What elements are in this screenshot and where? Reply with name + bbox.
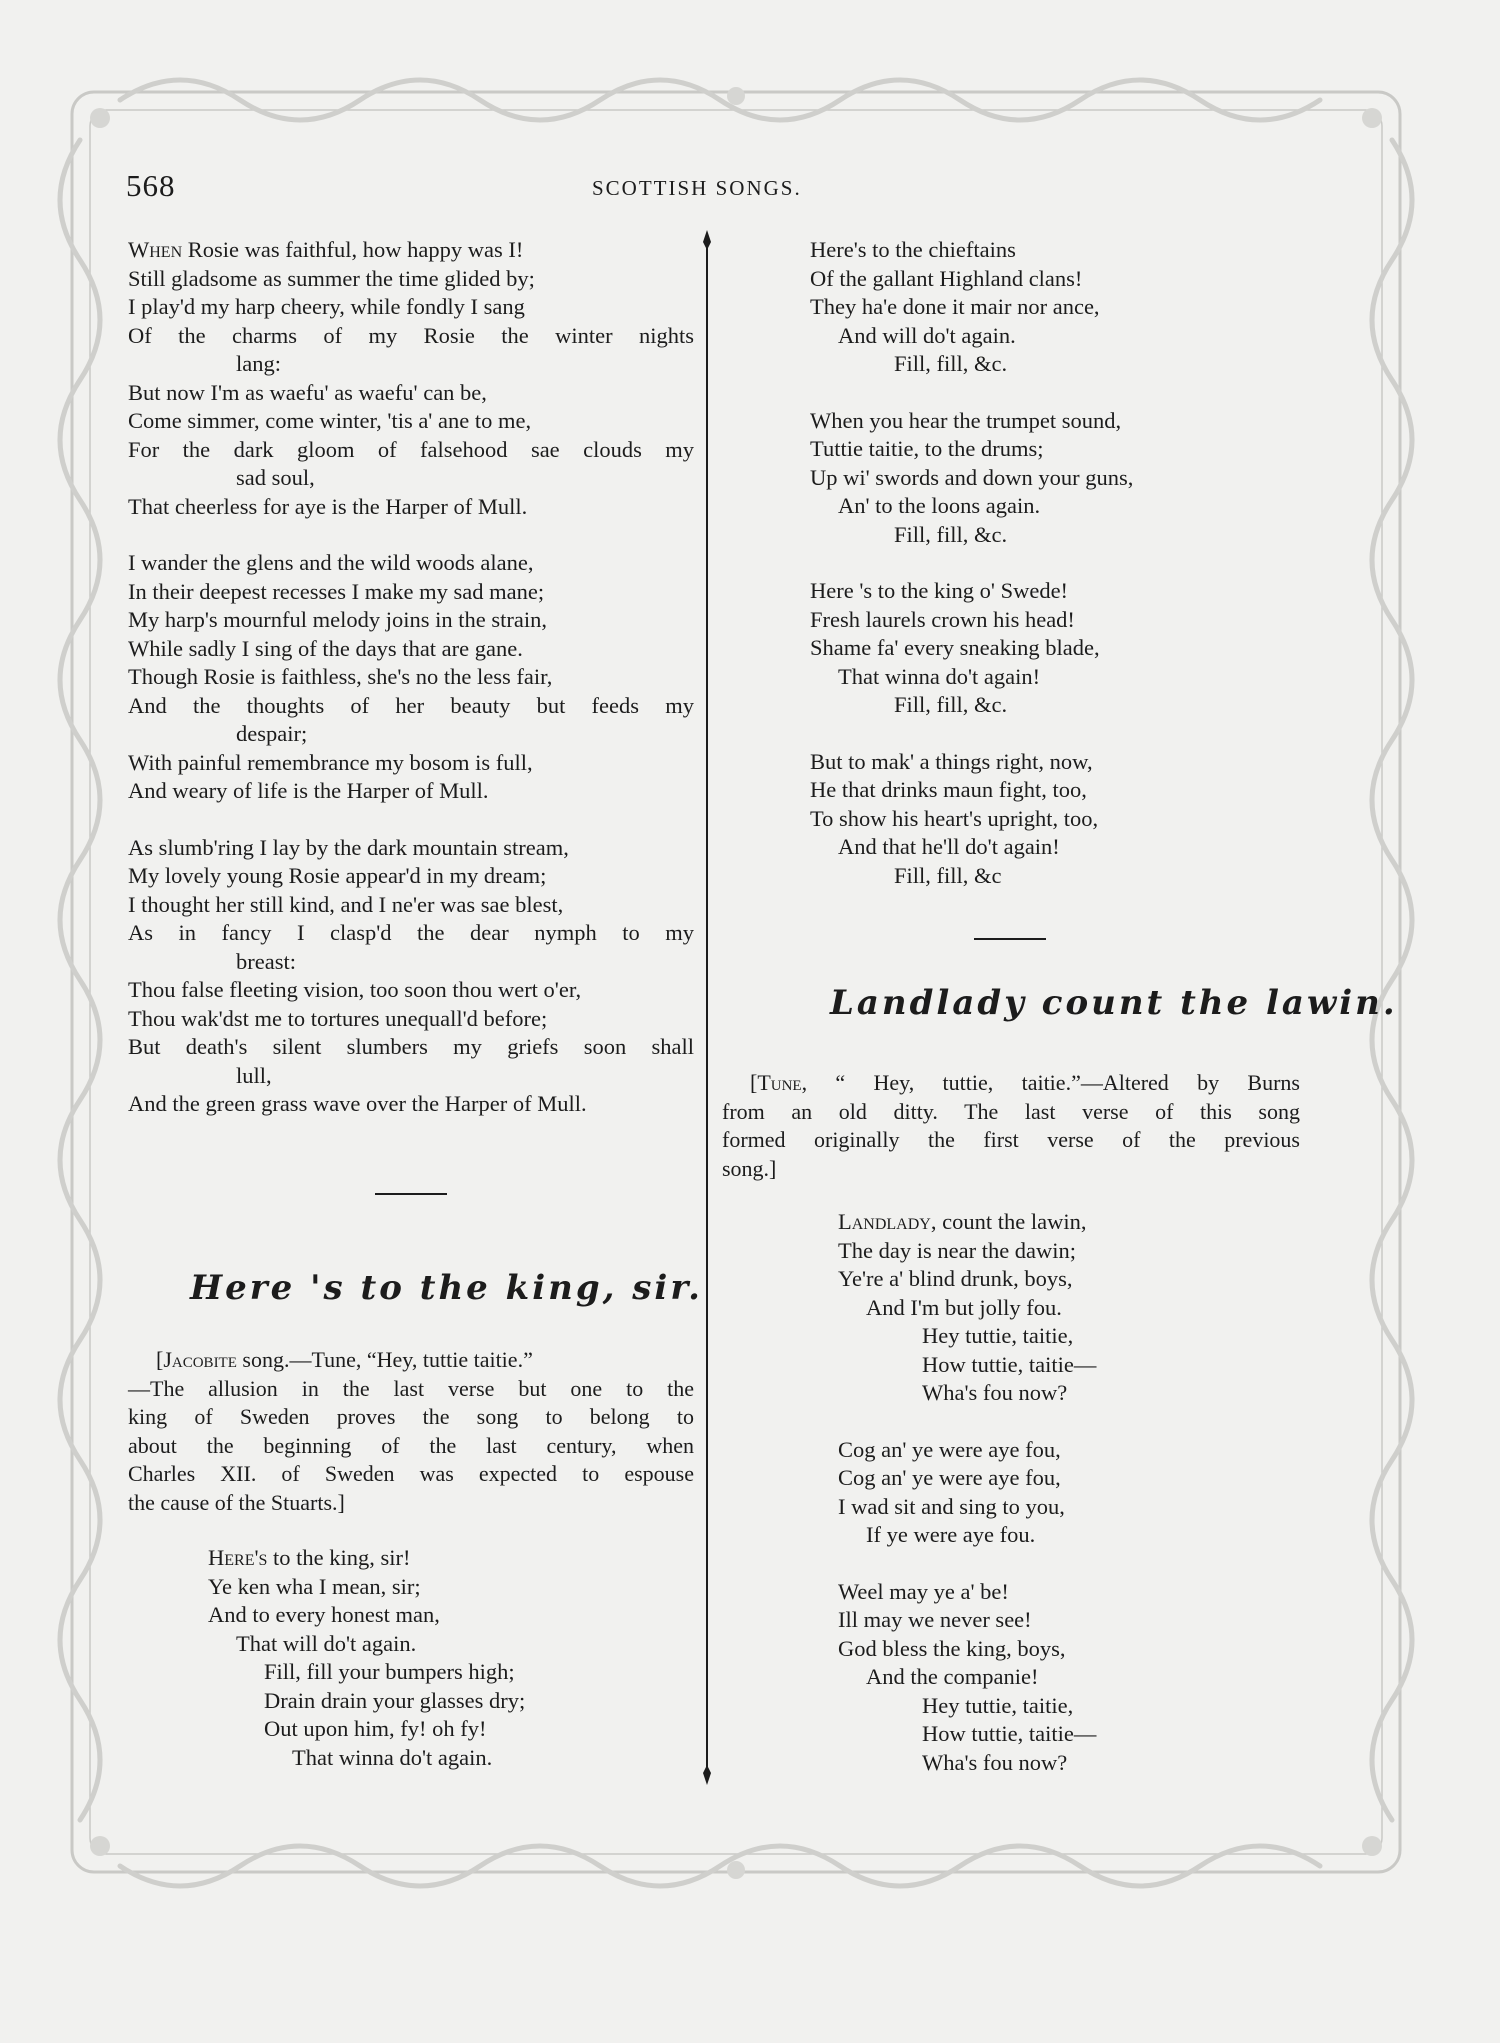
- verse-line: And the green grass wave over the Harper of Mull.: [128, 1091, 587, 1116]
- verse-line: I wander the glens and the wild woods alane,: [128, 550, 534, 575]
- verse-line-rest: to the king, sir!: [267, 1545, 411, 1570]
- page-header: [126, 168, 1311, 208]
- verse-line: Thou wak'dst me to tortures unequall'd before;: [128, 1005, 548, 1031]
- verse-line-rest: Rosie was faithful, how happy was I!: [182, 237, 524, 262]
- harper-stanza-1: [128, 236, 694, 521]
- verse-line: Fresh laurels crown his head!: [810, 606, 1075, 632]
- verse-line: And weary of life is the Harper of Mull.: [128, 778, 489, 803]
- verse-line: [128, 236, 694, 265]
- verse-line: Fill, fill, &c.: [894, 692, 1008, 717]
- note-line: Charles XII. of Sweden was expected to espouse: [128, 1461, 694, 1486]
- verse-line: How tuttie, taitie—: [922, 1721, 1097, 1746]
- verse-line: And the companie!: [866, 1664, 1039, 1689]
- running-head: SCOTTISH SONGS.: [592, 176, 802, 200]
- song-note: [128, 1346, 694, 1517]
- song-title: Here 's to the king, sir.: [190, 1268, 703, 1308]
- verse-line: Thou false fleeting vision, too soon thou wert o'er,: [128, 977, 582, 1002]
- verse-line: And to every honest man,: [208, 1602, 440, 1627]
- landlady-verse-3: [838, 1578, 1298, 1778]
- verse-line: Ill may we never see!: [838, 1607, 1032, 1632]
- verse-line: That cheerless for aye is the Harper of Mull.: [128, 493, 528, 519]
- kings-verse-3: [810, 407, 1304, 550]
- verse-line: And that he'll do't again!: [838, 834, 1060, 859]
- verse-line: [208, 1544, 628, 1573]
- verse-line: With painful remembrance my bosom is full,: [128, 749, 533, 775]
- verse-line: If ye were aye fou.: [866, 1522, 1036, 1547]
- verse-line: In their deepest recesses I make my sad mane;: [128, 578, 545, 604]
- verse-line: An' to the loons again.: [838, 493, 1041, 518]
- verse-line: Hey tuttie, taitie,: [922, 1323, 1074, 1348]
- verse-line: Wha's fou now?: [922, 1749, 1068, 1775]
- note-line: song.]: [722, 1155, 777, 1181]
- verse-line: And will do't again.: [838, 322, 1016, 348]
- verse-line: Drain drain your glasses dry;: [264, 1687, 526, 1713]
- verse-line: How tuttie, taitie—: [922, 1351, 1097, 1377]
- right-column: [810, 236, 1304, 918]
- verse-line: Cog an' ye were aye fou,: [838, 1436, 1061, 1462]
- section-divider: [974, 938, 1046, 940]
- note-line: formed originally the first verse of the previous: [722, 1127, 1300, 1152]
- verse-line: God bless the king, boys,: [838, 1635, 1066, 1661]
- verse-line: Ye ken wha I mean, sir;: [208, 1573, 421, 1599]
- initial-word: When: [128, 237, 183, 262]
- verse-line: Still gladsome as summer the time glided by;: [128, 265, 535, 291]
- note-initial: [Tune,: [750, 1070, 808, 1095]
- note-rest: “ Hey, tuttie, taitie.”—Altered by Burns: [835, 1070, 1300, 1095]
- verse-line: But death's silent slumbers my griefs soon shall: [128, 1034, 694, 1059]
- verse-line: I thought her still kind, and I ne'er was sae blest,: [128, 891, 564, 917]
- verse-line-rest: count the lawin,: [936, 1209, 1087, 1234]
- initial-word: Here's: [208, 1545, 268, 1570]
- note-line: king of Sweden proves the song to belong to: [128, 1404, 694, 1429]
- verse-line: I play'd my harp cheery, while fondly I sang: [128, 294, 525, 319]
- left-column: [128, 236, 694, 1147]
- verse-line: [838, 1208, 1298, 1237]
- note-line: from an old ditty. The last verse of this song: [722, 1098, 1300, 1124]
- section-divider: [375, 1193, 447, 1195]
- verse-line: Though Rosie is faithless, she's no the less fair,: [128, 664, 553, 689]
- landlady-verses: [838, 1208, 1298, 1805]
- verse-line: Cog an' ye were aye fou,: [838, 1465, 1061, 1490]
- kings-verse-5: [810, 748, 1304, 891]
- note-initial: [Jacobite: [156, 1347, 237, 1372]
- verse-line: Wha's fou now?: [922, 1380, 1068, 1405]
- verse-line: And the thoughts of her beauty but feeds my: [128, 692, 694, 718]
- verse-line: Weel may ye a' be!: [838, 1578, 1009, 1604]
- verse-line: Out upon him, fy! oh fy!: [264, 1716, 487, 1741]
- verse-line: Here 's to the king o' Swede!: [810, 578, 1069, 603]
- verse-line: He that drinks maun fight, too,: [810, 777, 1087, 802]
- note-rest: song.—Tune, “Hey, tuttie taitie.”: [236, 1347, 533, 1372]
- column-rule: [703, 230, 711, 1785]
- note-line: about the beginning of the last century, when: [128, 1432, 694, 1458]
- verse-line: Of the gallant Highland clans!: [810, 265, 1083, 291]
- verse-line: As in fancy I clasp'd the dear nymph to my: [128, 920, 694, 945]
- harper-stanza-3: [128, 834, 694, 1119]
- verse-line: Come simmer, come winter, 'tis a' ane to me,: [128, 408, 532, 433]
- landlady-verse-1: [838, 1208, 1298, 1408]
- verse-line: Ye're a' blind drunk, boys,: [838, 1266, 1073, 1291]
- verse-line: They ha'e done it mair nor ance,: [810, 294, 1100, 319]
- verse-line: Here's to the chieftains: [810, 237, 1016, 262]
- verse-line: Hey tuttie, taitie,: [922, 1692, 1074, 1718]
- verse-line: lang:: [236, 351, 281, 376]
- landlady-verse-2: [838, 1436, 1298, 1550]
- harper-stanza-2: [128, 549, 694, 806]
- verse-line: As slumb'ring I lay by the dark mountain stream,: [128, 834, 569, 860]
- verse-line: That winna do't again.: [292, 1744, 493, 1770]
- verse-line: My harp's mournful melody joins in the strain,: [128, 607, 548, 632]
- verse-line: But to mak' a things right, now,: [810, 748, 1093, 774]
- page-number: 568: [126, 168, 176, 203]
- verse-line: But now I'm as waefu' as waefu' can be,: [128, 379, 487, 405]
- note-line: —The allusion in the last verse but one to the: [128, 1375, 694, 1401]
- kings-verse-4: [810, 577, 1304, 720]
- verse-line: When you hear the trumpet sound,: [810, 407, 1122, 433]
- verse-line: sad soul,: [236, 465, 315, 490]
- verse-line: The day is near the dawin;: [838, 1237, 1077, 1263]
- verse-line: To show his heart's upright, too,: [810, 805, 1099, 831]
- song-note: [722, 1069, 1300, 1183]
- verse-line: That winna do't again!: [838, 663, 1041, 689]
- note-line: the cause of the Stuarts.]: [128, 1489, 345, 1515]
- verse-line: lull,: [236, 1062, 272, 1088]
- verse-line: That will do't again.: [236, 1630, 417, 1656]
- verse-line: While sadly I sing of the days that are gane.: [128, 635, 523, 661]
- verse-line: Shame fa' every sneaking blade,: [810, 635, 1100, 660]
- note-line: [128, 1346, 694, 1375]
- verse-line: Tuttie taitie, to the drums;: [810, 436, 1044, 461]
- verse-line: Fill, fill, &c: [894, 862, 1002, 888]
- verse-line: For the dark gloom of falsehood sae clouds my: [128, 436, 694, 462]
- verse-line: And I'm but jolly fou.: [866, 1294, 1062, 1320]
- verse-line: I wad sit and sing to you,: [838, 1493, 1065, 1519]
- note-line: [722, 1069, 1300, 1098]
- verse-line: Up wi' swords and down your guns,: [810, 464, 1134, 490]
- verse-line: Fill, fill your bumpers high;: [264, 1659, 515, 1684]
- verse-line: breast:: [236, 948, 296, 974]
- verse-line: Of the charms of my Rosie the winter nights: [128, 322, 694, 348]
- verse-line: Fill, fill, &c.: [894, 521, 1008, 547]
- song-title: Landlady count the lawin.: [830, 983, 1398, 1023]
- verse-line: despair;: [236, 721, 308, 746]
- kings-verse-2: [810, 236, 1304, 379]
- initial-word: Landlady,: [838, 1209, 937, 1234]
- verse-line: My lovely young Rosie appear'd in my dream;: [128, 863, 547, 888]
- kings-verse-1: [208, 1544, 628, 1772]
- verse-line: Fill, fill, &c.: [894, 351, 1008, 376]
